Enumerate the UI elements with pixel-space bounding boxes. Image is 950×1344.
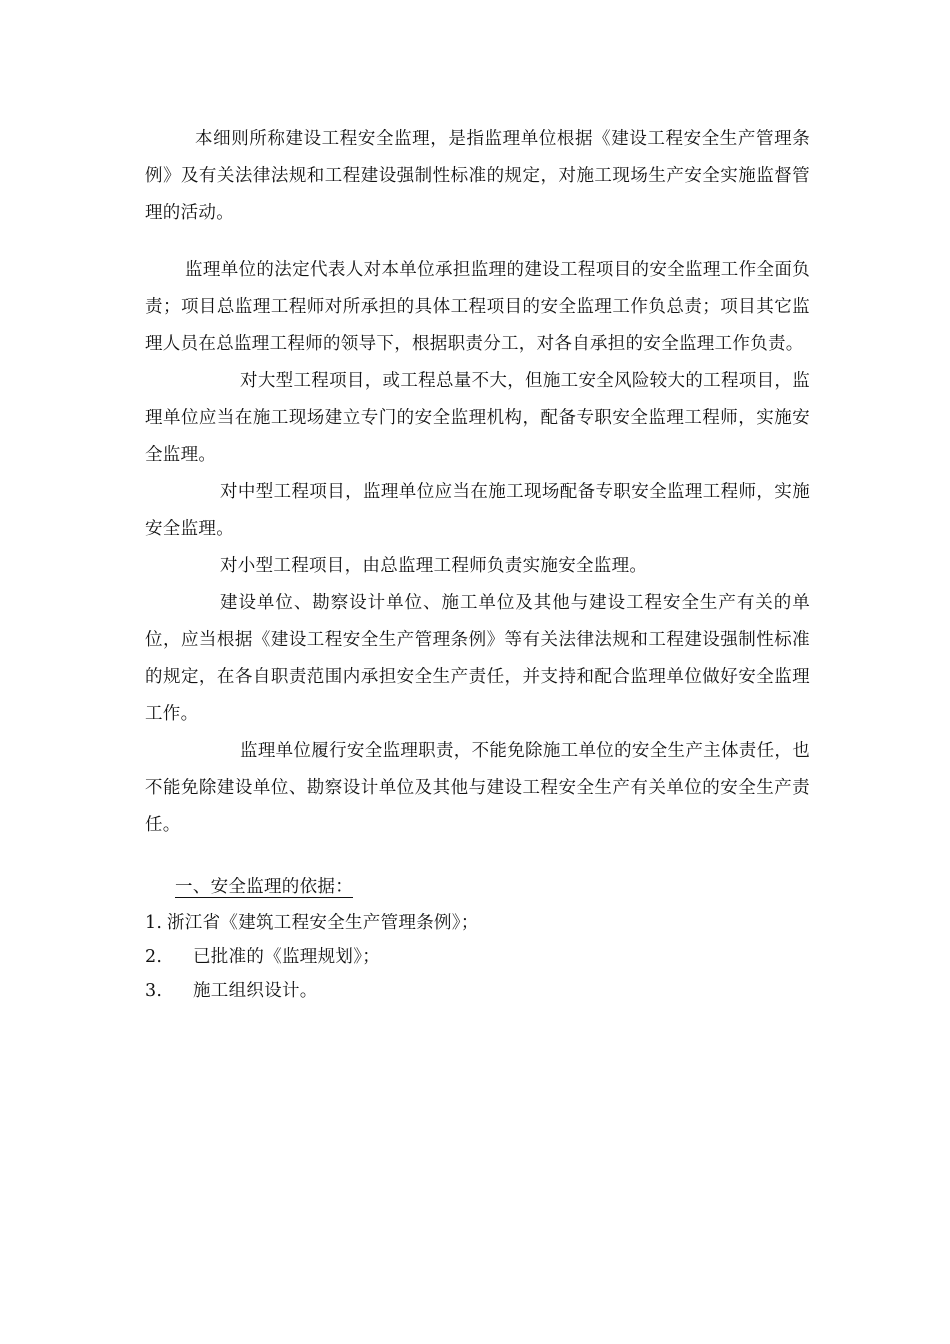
paragraph-no-exemption: 监理单位履行安全监理职责，不能免除施工单位的安全生产主体责任，也不能免除建设单位、勘察设计单位及其他与建设工程安全生产有关单位的安全生产责任。 xyxy=(145,741,810,835)
section-heading-basis xyxy=(175,870,810,904)
paragraph-responsibility: 监理单位的法定代表人对本单位承担监理的建设工程项目的安全监理工作全面负责；项目总监理工程师对所承担的具体工程项目的安全监理工作负总责；项目其它监理人员在总监理工程师的领导下，根据职责分工，对各自承担的安全监理工作负责。 xyxy=(145,260,810,354)
document-page xyxy=(145,121,810,1008)
paragraph-medium-projects: 对中型工程项目，监理单位应当在施工现场配备专职安全监理工程师，实施安全监理。 xyxy=(145,482,810,539)
list-item xyxy=(145,974,810,1008)
paragraph-definition: 本细则所称建设工程安全监理，是指监理单位根据《建设工程安全生产管理条例》及有关法律法规和工程建设强制性标准的规定，对施工现场生产安全实施监督管理的活动。 xyxy=(145,129,810,223)
list-item-number: 3. xyxy=(145,981,163,1001)
list-item-number: 1. xyxy=(145,913,163,933)
paragraph-large-projects: 对大型工程项目，或工程总量不大，但施工安全风险较大的工程项目，监理单位应当在施工现场建立专门的安全监理机构，配备专职安全监理工程师，实施安全监理。 xyxy=(145,371,810,465)
paragraph-small-projects: 对小型工程项目，由总监理工程师负责实施安全监理。 xyxy=(220,556,648,576)
list-item-text: 施工组织设计。 xyxy=(193,981,318,1001)
list-item-text: 已批准的《监理规划》； xyxy=(193,947,381,967)
list-item-number: 2. xyxy=(145,947,163,967)
paragraph-other-units: 建设单位、勘察设计单位、施工单位及其他与建设工程安全生产有关的单位，应当根据《建设工程安全生产管理条例》等有关法律法规和工程建设强制性标准的规定，在各自职责范围内承担安全生产责任，并支持和配合监理单位做好安全监理工作。 xyxy=(145,593,810,724)
list-item-text: 浙江省《建筑工程安全生产管理条例》； xyxy=(167,913,479,933)
list-item xyxy=(145,940,810,974)
basis-list xyxy=(145,906,810,1008)
list-item xyxy=(145,906,810,940)
section-heading-text: 一、安全监理的依据： xyxy=(175,877,353,897)
